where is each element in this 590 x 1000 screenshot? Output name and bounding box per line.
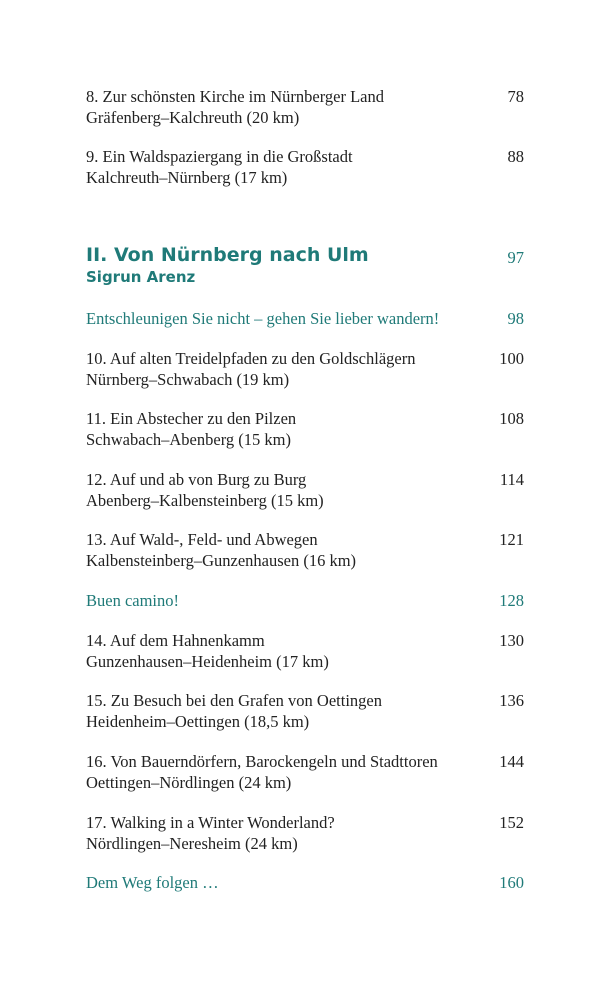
entry-title: 15. Zu Besuch bei den Grafen von Oettingen [86,691,383,710]
entry-route: Kalbensteinberg–Gunzenhausen (16 km) [86,551,357,570]
intro-title: Dem Weg folgen … [86,873,219,892]
toc-entry-12[interactable] [86,469,524,511]
entry-route: Heidenheim–Oettingen (18,5 km) [86,712,310,731]
section-title: II. Von Nürnberg nach Ulm [86,244,369,266]
page-number: 97 [507,248,524,267]
page-number: 121 [499,530,524,549]
entry-route: Abenberg–Kalbensteinberg (15 km) [86,491,324,510]
toc-intro-entschleunigen[interactable] [86,308,524,329]
toc-entry-17[interactable] [86,812,524,854]
toc-entry-16[interactable] [86,751,524,793]
entry-title: 8. Zur schönsten Kirche im Nürnberger Land [86,87,384,106]
toc-intro-buen-camino[interactable] [86,590,524,611]
page-number: 152 [499,813,524,832]
page-number: 98 [507,309,524,328]
entry-route: Nördlingen–Neresheim (24 km) [86,834,298,853]
entry-title: 13. Auf Wald-, Feld- und Abwegen [86,530,318,549]
toc-intro-dem-weg-folgen[interactable] [86,872,524,893]
intro-title: Entschleunigen Sie nicht – gehen Sie lieber wandern! [86,309,440,328]
entry-title: 9. Ein Waldspaziergang in die Großstadt [86,147,353,166]
intro-title: Buen camino! [86,591,180,610]
entry-route: Gräfenberg–Kalchreuth (20 km) [86,108,300,127]
toc-entry-10[interactable] [86,348,524,390]
page-number: 160 [499,873,524,892]
page-number: 100 [499,349,524,368]
page-number: 144 [499,752,524,771]
page-number: 130 [499,631,524,650]
entry-title: 11. Ein Abstecher zu den Pilzen [86,409,297,428]
toc-entry-11[interactable] [86,408,524,450]
entry-route: Nürnberg–Schwabach (19 km) [86,370,290,389]
entry-route: Gunzenhausen–Heidenheim (17 km) [86,652,329,671]
entry-title: 16. Von Bauerndörfern, Barockengeln und Stadttoren [86,752,438,771]
entry-title: 14. Auf dem Hahnenkamm [86,631,265,650]
entry-route: Kalchreuth–Nürnberg (17 km) [86,168,288,187]
toc-entry-15[interactable] [86,690,524,732]
page-number: 114 [499,470,524,489]
entry-title: 10. Auf alten Treidelpfaden zu den Goldschlägern [86,349,416,368]
page-number: 108 [499,409,524,428]
section-heading[interactable] [86,243,524,287]
section-author: Sigrun Arenz [86,268,196,286]
entry-route: Schwabach–Abenberg (15 km) [86,430,291,449]
entry-title: 17. Walking in a Winter Wonderland? [86,813,335,832]
toc-entry-13[interactable] [86,529,524,571]
page-number: 88 [507,147,524,166]
entry-route: Oettingen–Nördlingen (24 km) [86,773,292,792]
page-number: 128 [499,591,524,610]
page-number: 136 [499,691,524,710]
toc-entry-8[interactable] [86,86,524,128]
toc-entry-9[interactable] [86,146,524,188]
toc-entry-14[interactable] [86,630,524,672]
entry-title: 12. Auf und ab von Burg zu Burg [86,470,307,489]
page-number: 78 [507,87,524,106]
